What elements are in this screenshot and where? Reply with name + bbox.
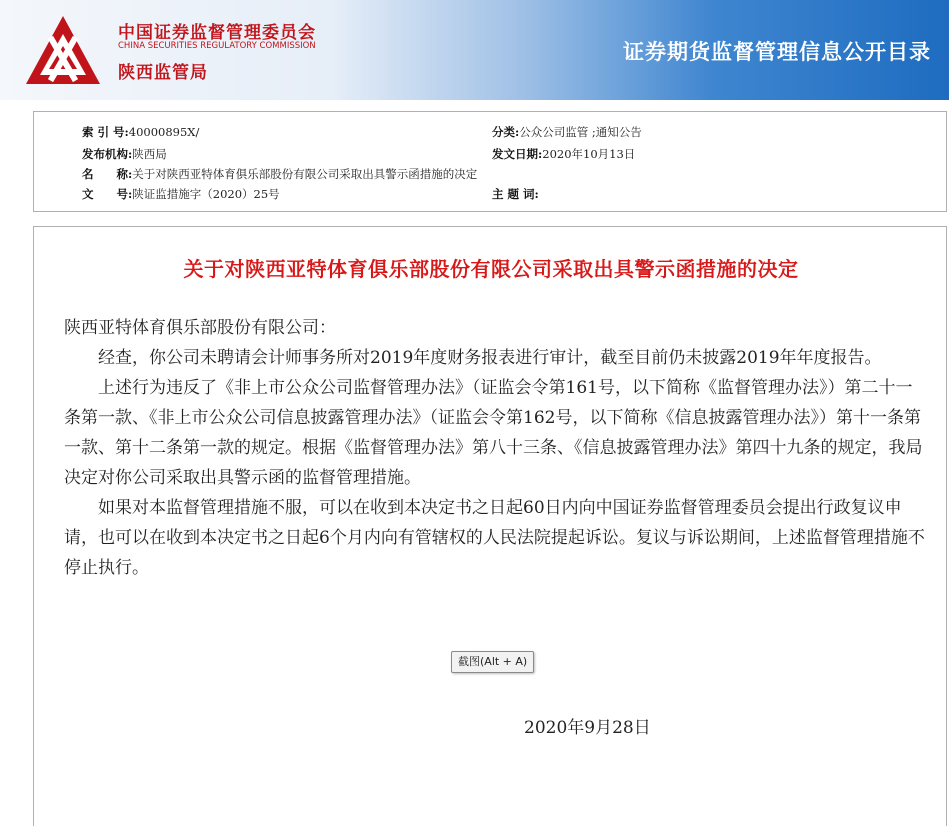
site-header — [0, 0, 949, 100]
meta-name-label: 名 称: — [82, 167, 133, 181]
site-title: 证券期货监督管理信息公开目录 — [623, 40, 931, 64]
meta-docno — [82, 186, 280, 202]
document-date: 2020年9月28日 — [524, 718, 651, 738]
meta-date-label: 发文日期: — [492, 147, 543, 161]
meta-index-label: 索 引 号: — [82, 125, 129, 139]
org-name-cn: 中国证券监督管理委员会 — [118, 23, 316, 43]
meta-issuer-value: 陕西局 — [132, 147, 167, 161]
meta-issuer — [82, 146, 167, 162]
document-content — [33, 226, 947, 826]
meta-date-value: 2020年10月13日 — [542, 147, 636, 161]
meta-category-value: 公众公司监管 ;通知公告 — [519, 125, 642, 139]
meta-keywords — [492, 186, 539, 202]
meta-issuer-label: 发布机构: — [82, 147, 133, 161]
meta-category-label: 分类: — [492, 125, 520, 139]
document-paragraph: 经查，你公司未聘请会计师事务所对2019年度财务报表进行审计，截至目前仍未披露2019年年度报告。 — [98, 348, 882, 368]
screenshot-tooltip: 截图(Alt + A) — [451, 651, 534, 673]
meta-category — [492, 124, 642, 140]
meta-docno-value: 陕证监措施字（2020）25号 — [132, 187, 280, 201]
meta-name-value: 关于对陕西亚特体育俱乐部股份有限公司采取出具警示函措施的决定 — [132, 167, 478, 181]
document-body — [64, 313, 926, 583]
org-name-en: CHINA SECURITIES REGULATORY COMMISSION — [118, 41, 316, 51]
document-paragraph: 上述行为违反了《非上市公众公司监督管理办法》（证监会令第161号，以下简称《监督管理办法》）第二十一条第一款、《非上市公众公司信息披露管理办法》（证监会令第162号，以下简称《信息披露管理办法》）第十一条第一款、第十二条第一款的规定。根据《监督管理办法》第八十三条、《信息披露管理办法》第四十九条的规定，我局决定对你公司采取出具警示函的监督管理措施。 — [64, 378, 923, 488]
org-branch-name: 陕西监管局 — [118, 63, 208, 83]
csrc-logo-icon — [24, 12, 102, 88]
document-paragraph: 如果对本监督管理措施不服，可以在收到本决定书之日起60日内向中国证券监督管理委员会提出行政复议申请，也可以在收到本决定书之日起6个月内向有管辖权的人民法院提起诉讼。复议与诉讼期间，上述监督管理措施不停止执行。 — [64, 498, 925, 578]
document-title: 关于对陕西亚特体育俱乐部股份有限公司采取出具警示函措施的决定 — [183, 257, 799, 281]
meta-docno-label: 文 号: — [82, 187, 133, 201]
meta-name — [82, 166, 477, 182]
metadata-panel — [33, 111, 947, 212]
meta-index-value: 40000895X/ — [128, 125, 200, 139]
document-salutation: 陕西亚特体育俱乐部股份有限公司： — [64, 318, 336, 338]
meta-keywords-label: 主 题 词: — [492, 187, 539, 201]
meta-index — [82, 124, 199, 140]
meta-date — [492, 146, 635, 162]
